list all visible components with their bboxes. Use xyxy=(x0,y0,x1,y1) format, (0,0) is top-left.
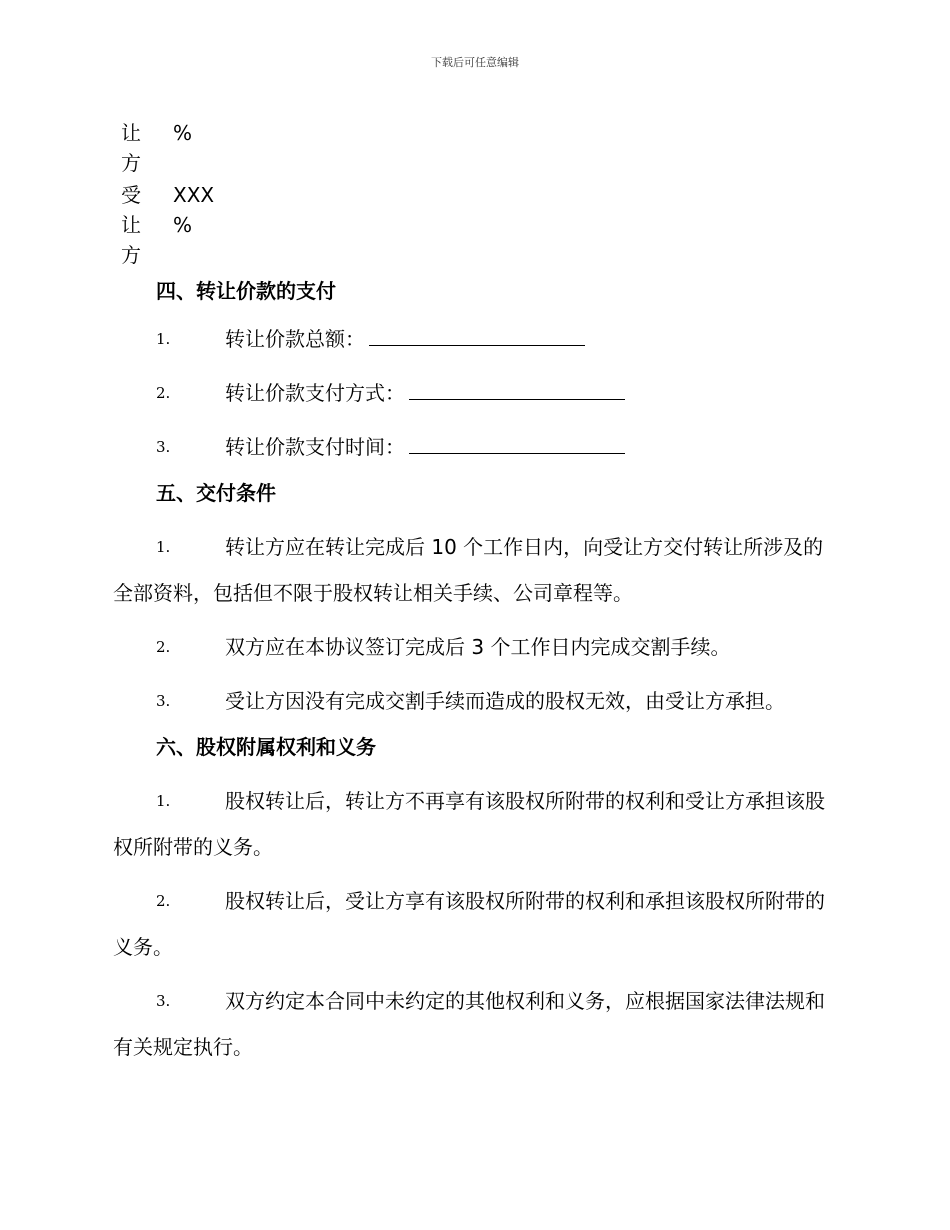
party-share: % xyxy=(173,121,193,145)
clause-number: 2. xyxy=(156,892,171,910)
clause-item xyxy=(113,370,838,416)
clause-text: 股权转让后，受让方享有该股权所附带的权利和承担该股权所附带的义务。 xyxy=(113,889,825,959)
clause-item xyxy=(113,778,838,870)
clause-number: 1. xyxy=(156,538,171,556)
clause-item xyxy=(113,316,838,362)
clause-item xyxy=(113,878,838,970)
fill-in-blank[interactable] xyxy=(409,431,625,454)
clause-text: 转让方应在转让完成后 10 个工作日内，向受让方交付转让所涉及的全部资料，包括但不限于股权转让相关手续、公司章程等。 xyxy=(113,535,824,605)
clause-number: 2. xyxy=(156,638,171,656)
party-share: XXX % xyxy=(173,183,215,237)
section-heading-payment: 四、转让价款的支付 xyxy=(156,279,336,303)
clause-number: 1. xyxy=(156,792,171,810)
clause-text: 股权转让后，转让方不再享有该股权所附带的权利和受让方承担该股权所附带的义务。 xyxy=(113,789,825,859)
clause-number: 1. xyxy=(156,330,171,348)
party-row-transferor xyxy=(113,118,838,180)
clause-item xyxy=(113,978,838,1070)
clause-text: 双方约定本合同中未约定的其他权利和义务，应根据国家法律法规和有关规定执行。 xyxy=(113,989,825,1059)
clause-number: 2. xyxy=(156,384,171,402)
clause-number: 3. xyxy=(156,438,171,456)
clause-text: 转让价款支付时间： xyxy=(225,435,405,459)
clause-text: 转让价款支付方式： xyxy=(225,381,405,405)
party-label: 受 让 方 xyxy=(121,183,141,267)
clause-item xyxy=(113,424,838,470)
party-row-transferee xyxy=(113,180,838,274)
party-label: 让 方 xyxy=(121,121,141,175)
section-heading-delivery: 五、交付条件 xyxy=(156,481,276,505)
clause-text: 受让方因没有完成交割手续而造成的股权无效，由受让方承担。 xyxy=(225,689,785,713)
clause-item xyxy=(113,624,838,670)
clause-number: 3. xyxy=(156,692,171,710)
document-page xyxy=(113,118,838,1070)
fill-in-blank[interactable] xyxy=(409,377,625,400)
header-note: 下载后可任意编辑 xyxy=(431,56,519,69)
section-heading-rights: 六、股权附属权利和义务 xyxy=(156,735,376,759)
clause-item xyxy=(113,524,838,616)
clause-item xyxy=(113,678,838,724)
fill-in-blank[interactable] xyxy=(369,323,585,346)
clause-text: 转让价款总额： xyxy=(225,327,365,351)
clause-text: 双方应在本协议签订完成后 3 个工作日内完成交割手续。 xyxy=(225,635,731,659)
clause-number: 3. xyxy=(156,992,171,1010)
